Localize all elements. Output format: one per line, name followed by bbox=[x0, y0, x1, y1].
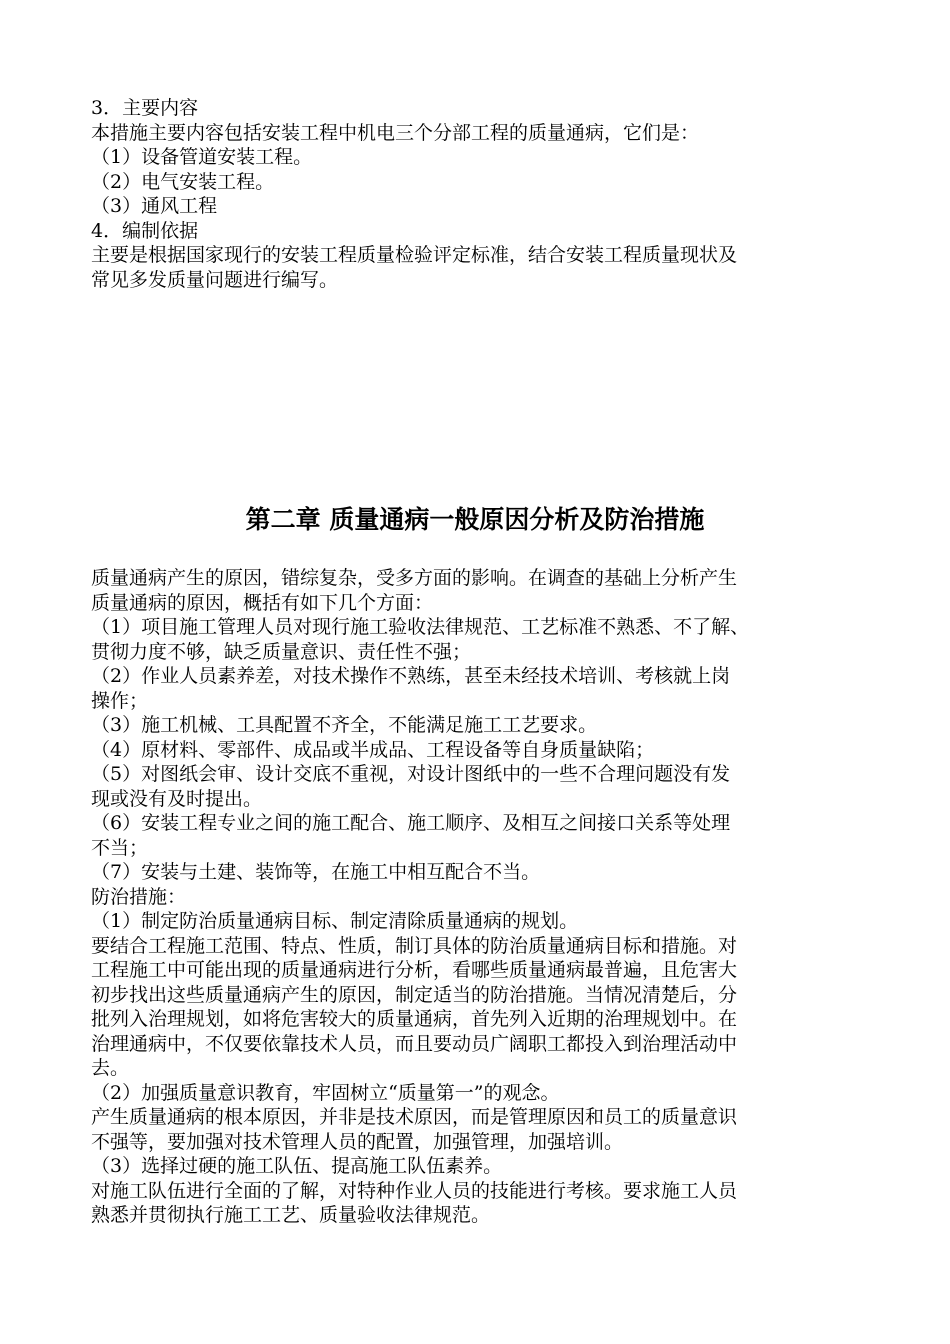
text-line: 熟悉并贯彻执行施工工艺、质量验收法律规范。 bbox=[91, 1204, 491, 1226]
text-line: （5）对图纸会审、设计交底不重视，对设计图纸中的一些不合理问题没有发 bbox=[91, 763, 731, 785]
text-line: 工程施工中可能出现的质量通病进行分析，看哪些质量通病最普遍，且危害大 bbox=[91, 959, 738, 981]
text-line: （3）通风工程 bbox=[91, 195, 218, 217]
text-line: 常见多发质量问题进行编写。 bbox=[91, 268, 339, 291]
text-line: （3）施工机械、工具配置不齐全，不能满足施工工艺要求。 bbox=[91, 714, 598, 736]
text-line: 批列入治理规划，如将危害较大的质量通病，首先列入近期的治理规划中。在 bbox=[91, 1008, 738, 1030]
chapter-title: 第二章 质量通病一般原因分析及防治措施 bbox=[245, 505, 705, 534]
text-line: 本措施主要内容包括安装工程中机电三个分部工程的质量通病，它们是： bbox=[91, 121, 700, 144]
text-line: （1）项目施工管理人员对现行施工验收法律规范、工艺标准不熟悉、不了解、 bbox=[91, 616, 750, 638]
text-line: （2）加强质量意识教育，牢固树立“质量第一”的观念。 bbox=[91, 1081, 560, 1104]
text-line: 不强等，要加强对技术管理人员的配置，加强管理，加强培训。 bbox=[91, 1130, 624, 1153]
text-line: 3．主要内容 bbox=[91, 97, 199, 119]
text-line: 贯彻力度不够，缺乏质量意识、责任性不强； bbox=[91, 640, 472, 663]
text-line: （2）电气安装工程。 bbox=[91, 170, 275, 193]
text-line: 主要是根据国家现行的安装工程质量检验评定标准，结合安装工程质量现状及 bbox=[91, 244, 738, 266]
section-1 bbox=[91, 96, 891, 292]
text-line: （7）安装与土建、装饰等，在施工中相互配合不当。 bbox=[91, 861, 541, 883]
text-line: 防治措施： bbox=[91, 885, 187, 908]
text-line: （3）选择过硬的施工队伍、提高施工队伍素养。 bbox=[91, 1155, 503, 1177]
text-line: 4．编制依据 bbox=[91, 219, 199, 242]
text-line: 质量通病产生的原因，错综复杂，受多方面的影响。在调查的基础上分析产生 bbox=[91, 567, 738, 589]
text-line: 要结合工程施工范围、特点、性质，制订具体的防治质量通病目标和措施。对 bbox=[91, 934, 738, 957]
text-line: （1）制定防治质量通病目标、制定清除质量通病的规划。 bbox=[91, 910, 579, 932]
text-line: 初步找出这些质量通病产生的原因，制定适当的防治措施。当情况清楚后，分 bbox=[91, 983, 738, 1006]
text-line: （4）原材料、零部件、成品或半成品、工程设备等自身质量缺陷； bbox=[91, 738, 655, 761]
section-2 bbox=[91, 566, 891, 1228]
text-line: 操作； bbox=[91, 689, 149, 712]
text-line: （1）设备管道安装工程。 bbox=[91, 146, 313, 168]
text-line: 产生质量通病的根本原因，并非是技术原因，而是管理原因和员工的质量意识 bbox=[91, 1106, 738, 1128]
text-line: 不当； bbox=[91, 836, 149, 859]
text-line: 去。 bbox=[91, 1057, 130, 1079]
text-line: （6）安装工程专业之间的施工配合、施工顺序、及相互之间接口关系等处理 bbox=[91, 812, 731, 834]
text-line: 质量通病的原因，概括有如下几个方面： bbox=[91, 591, 434, 614]
text-line: 对施工队伍进行全面的了解，对特种作业人员的技能进行考核。要求施工人员 bbox=[91, 1179, 738, 1202]
text-line: （2）作业人员素养差，对技术操作不熟练，甚至未经技术培训、考核就上岗 bbox=[91, 665, 731, 687]
text-line: 现或没有及时提出。 bbox=[91, 787, 263, 810]
text-line: 治理通病中，不仅要依靠技术人员，而且要动员广阔职工都投入到治理活动中 bbox=[91, 1032, 738, 1055]
